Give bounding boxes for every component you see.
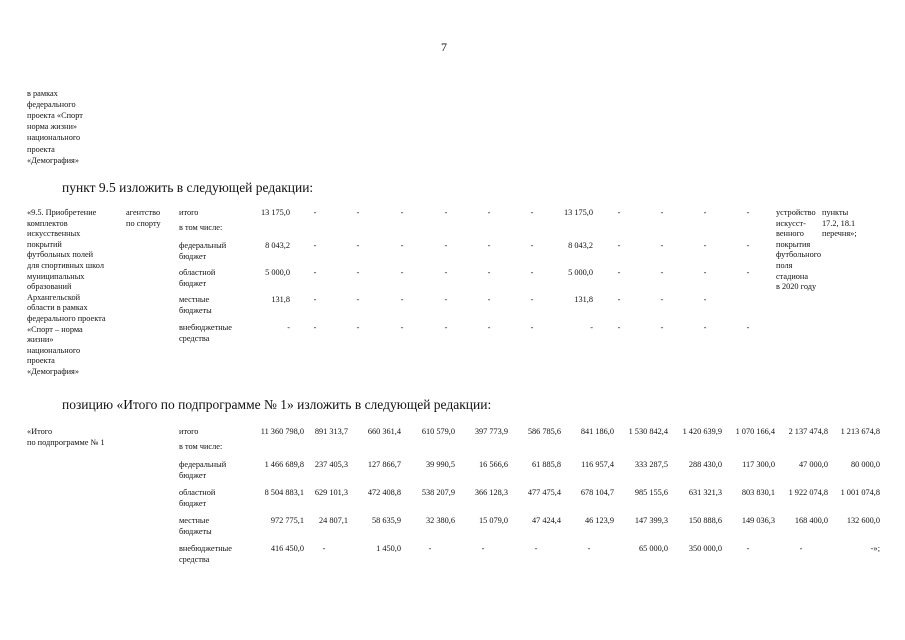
fragment-line: национального [27, 133, 81, 143]
cell-value: 288 430,0 [688, 460, 722, 469]
row-label: областной [179, 268, 216, 277]
cell-value: 1 420 639,9 [682, 427, 722, 436]
cell-value: 985 155,6 [634, 488, 668, 497]
cell-total: 131,8 [271, 295, 290, 304]
cell-value: 47 424,4 [531, 516, 561, 525]
cell-value: 149 036,3 [741, 516, 775, 525]
cell-total: 13 175,0 [260, 208, 290, 217]
executor-line: агентство [126, 208, 161, 217]
row-label: итого [179, 427, 199, 436]
cell-dash: - [530, 295, 534, 304]
cell-dash: - [400, 323, 404, 332]
cell-total: 8 043,2 [265, 241, 290, 250]
cell-value: 39 990,5 [425, 460, 455, 469]
row-label: бюджет [179, 470, 207, 480]
cell-dash: - [587, 544, 591, 553]
item-name-line: жизни» [27, 335, 54, 345]
cell-dash: - [444, 268, 448, 277]
cell-value: 1 450,0 [376, 544, 401, 553]
cell-dash: - [400, 241, 404, 250]
cell-value: 5 000,0 [568, 268, 593, 277]
cell-value: 333 287,5 [634, 460, 668, 469]
item-name-line: искусственных [27, 229, 81, 239]
item-name-line: муниципальных [27, 271, 85, 281]
cell-dash: - [313, 295, 317, 304]
fragment-line: проекта «Спорт [27, 111, 83, 121]
cell-value: 147 399,3 [634, 516, 668, 525]
cell-dash: - [356, 208, 360, 217]
cell-dash: - [703, 241, 707, 250]
cell-dash: - [703, 295, 707, 304]
cell-dash: - [746, 323, 750, 332]
cell-value: 116 957,4 [581, 460, 614, 469]
cell-value: 350 000,0 [688, 544, 722, 553]
total-name-line: по подпрограмме № 1 [27, 437, 105, 447]
cell-value: 61 885,8 [531, 460, 561, 469]
cell-dash: - [428, 544, 432, 553]
cell-value: 629 101,3 [314, 488, 348, 497]
row-label: местные [179, 295, 210, 304]
row-label: бюджеты [179, 305, 212, 315]
row-label: средства [179, 554, 210, 564]
cell-dash: - [617, 295, 621, 304]
result-line: венного [776, 229, 804, 239]
cell-value: 472 408,8 [367, 488, 401, 497]
cell-dash: - [617, 208, 621, 217]
fragment-line: проекта [27, 144, 55, 154]
cell-dash: - [617, 241, 621, 250]
cell-dash: - [530, 268, 534, 277]
cell-dash: - [617, 323, 621, 332]
links-line: перечня»; [822, 229, 857, 239]
cell-value: 538 207,9 [421, 488, 455, 497]
result-line: устройство [776, 208, 816, 217]
cell-value: 1 530 842,4 [628, 427, 668, 436]
cell-dash: - [313, 208, 317, 217]
cell-dash: - [400, 268, 404, 277]
item-name-line: покрытий [27, 239, 62, 249]
cell-value: 660 361,4 [367, 427, 401, 436]
cell-dash: - [530, 241, 534, 250]
cell-total: 5 000,0 [265, 268, 290, 277]
item-name-line: области в рамках [27, 303, 88, 313]
cell-dash: - [444, 323, 448, 332]
cell-dash: - [487, 323, 491, 332]
item-name-line: комплектов [27, 218, 68, 228]
row-label: областной [179, 488, 216, 497]
row-label: местные [179, 516, 210, 525]
row-label: итого [179, 208, 199, 217]
cell-dash: - [322, 544, 326, 553]
item-name-line: федерального проекта [27, 314, 106, 323]
executor-line: по спорту [126, 218, 161, 228]
cell-dash: - [487, 208, 491, 217]
cell-dash: - [746, 241, 750, 250]
row-label: средства [179, 333, 210, 343]
cell-value: 1 070 166,4 [735, 427, 775, 436]
cell-value: 803 830,1 [741, 488, 775, 497]
cell-dash: - [400, 208, 404, 217]
total-name-line: «Итого [27, 427, 53, 436]
item-name-line: «Демография» [27, 367, 80, 376]
cell-value: 678 104,7 [580, 488, 614, 497]
section-heading: позицию «Итого по подпрограмме № 1» изложить в следующей редакции: [62, 397, 492, 412]
cell-dash: - [799, 544, 803, 553]
row-label: федеральный [179, 460, 227, 469]
fragment-line: федерального [27, 100, 76, 110]
cell-dash: - [313, 268, 317, 277]
cell-dash: - [530, 208, 534, 217]
row-label: бюджет [179, 251, 207, 261]
cell-value: 65 000,0 [638, 544, 668, 553]
cell-dash: - [487, 295, 491, 304]
cell-value: 8 504 883,1 [264, 488, 304, 497]
cell-dash: - [400, 295, 404, 304]
cell-dash: - [530, 323, 534, 332]
cell-value: 891 313,7 [314, 427, 348, 436]
cell-value: 131,8 [574, 295, 593, 304]
cell-dash: - [444, 208, 448, 217]
in-that-label: в том числе: [179, 442, 223, 451]
cell-dash: - [660, 323, 664, 332]
item-name-line: национального [27, 345, 81, 355]
cell-value: 1 213 674,8 [840, 427, 880, 436]
item-name-line: образований [27, 282, 72, 292]
cell-value: 586 785,6 [527, 427, 561, 436]
cell-dash: - [444, 295, 448, 304]
cell-value: 32 380,6 [425, 516, 455, 525]
cell-dash: - [703, 268, 707, 277]
cell-value: 477 475,4 [527, 488, 561, 497]
cell-value: 58 635,9 [371, 516, 401, 525]
result-line: поля [776, 261, 793, 270]
links-line: 17.2, 18.1 [822, 218, 856, 228]
cell-value: 1 922 074,8 [788, 488, 828, 497]
cell-value: 46 123,9 [584, 516, 614, 525]
result-line: в 2020 году [776, 282, 817, 292]
cell-dash: - [746, 544, 750, 553]
result-line: покрытия [776, 239, 811, 249]
cell-total: - [287, 323, 290, 332]
cell-value: 168 400,0 [794, 516, 828, 525]
cell-dash: - [356, 268, 360, 277]
row-label: бюджет [179, 278, 207, 288]
cell-dash: - [444, 241, 448, 250]
row-label: внебюджетные [179, 323, 232, 332]
item-name-line: футбольных полей [27, 250, 94, 260]
cell-dash: - [746, 268, 750, 277]
cell-value: 11 360 798,0 [260, 427, 304, 436]
cell-value: 2 137 474,8 [788, 427, 828, 436]
row-label: внебюджетные [179, 544, 232, 553]
cell-value: 416 450,0 [270, 544, 304, 553]
cell-dash: - [660, 268, 664, 277]
item-name-line: «9.5. Приобретение [27, 208, 97, 217]
cell-dash: - [660, 208, 664, 217]
row-label: федеральный [179, 241, 227, 250]
cell-dash: - [356, 241, 360, 250]
cell-value: 16 566,6 [478, 460, 508, 469]
cell-dash: - [617, 268, 621, 277]
cell-value: 15 079,0 [478, 516, 508, 525]
cell-value: 1 466 689,8 [264, 460, 304, 469]
cell-value: 24 807,1 [318, 516, 348, 525]
cell-value: - [590, 323, 593, 332]
cell-dash: - [313, 323, 317, 332]
cell-value: 132 600,0 [846, 516, 880, 525]
row-label: бюджет [179, 498, 207, 508]
cell-value: 841 186,0 [580, 427, 614, 436]
cell-value: 117 300,0 [742, 460, 775, 469]
result-line: стадиона [776, 271, 809, 281]
cell-value: 397 773,9 [474, 427, 508, 436]
cell-value: 127 866,7 [367, 460, 401, 469]
section-heading: пункт 9.5 изложить в следующей редакции: [62, 180, 314, 195]
result-line: футбольного [776, 250, 822, 260]
cell-dash: - [746, 208, 750, 217]
cell-value: -»; [870, 544, 880, 553]
item-name-line: для спортивных школ [27, 261, 104, 270]
cell-value: 13 175,0 [563, 208, 593, 217]
fragment-line: в рамках [27, 89, 58, 98]
cell-value: 972 775,1 [270, 516, 304, 525]
cell-dash: - [356, 323, 360, 332]
cell-dash: - [487, 268, 491, 277]
cell-dash: - [703, 323, 707, 332]
cell-value: 1 001 074,8 [840, 488, 880, 497]
cell-dash: - [660, 241, 664, 250]
cell-value: 47 000,0 [798, 460, 828, 469]
row-label: бюджеты [179, 526, 212, 536]
cell-dash: - [660, 295, 664, 304]
item-name-line: «Спорт – норма [27, 324, 83, 334]
cell-dash: - [703, 208, 707, 217]
cell-dash: - [534, 544, 538, 553]
fragment-line: «Демография» [27, 155, 80, 165]
in-that-label: в том числе: [179, 223, 223, 232]
item-name-line: проекта [27, 356, 55, 366]
item-name-line: Архангельской [27, 292, 81, 302]
cell-value: 631 321,3 [688, 488, 722, 497]
cell-value: 8 043,2 [568, 241, 593, 250]
cell-dash: - [487, 241, 491, 250]
page-number: 7 [441, 40, 447, 54]
cell-value: 150 888,6 [688, 516, 722, 525]
cell-value: 610 579,0 [421, 427, 455, 436]
result-line: искусст- [776, 218, 806, 228]
cell-dash: - [313, 241, 317, 250]
cell-value: 237 405,3 [314, 460, 348, 469]
cell-value: 366 128,3 [474, 488, 508, 497]
cell-value: 80 000,0 [850, 460, 880, 469]
cell-dash: - [481, 544, 485, 553]
fragment-line: норма жизни» [27, 122, 78, 132]
cell-dash: - [356, 295, 360, 304]
links-line: пункты [822, 208, 849, 217]
